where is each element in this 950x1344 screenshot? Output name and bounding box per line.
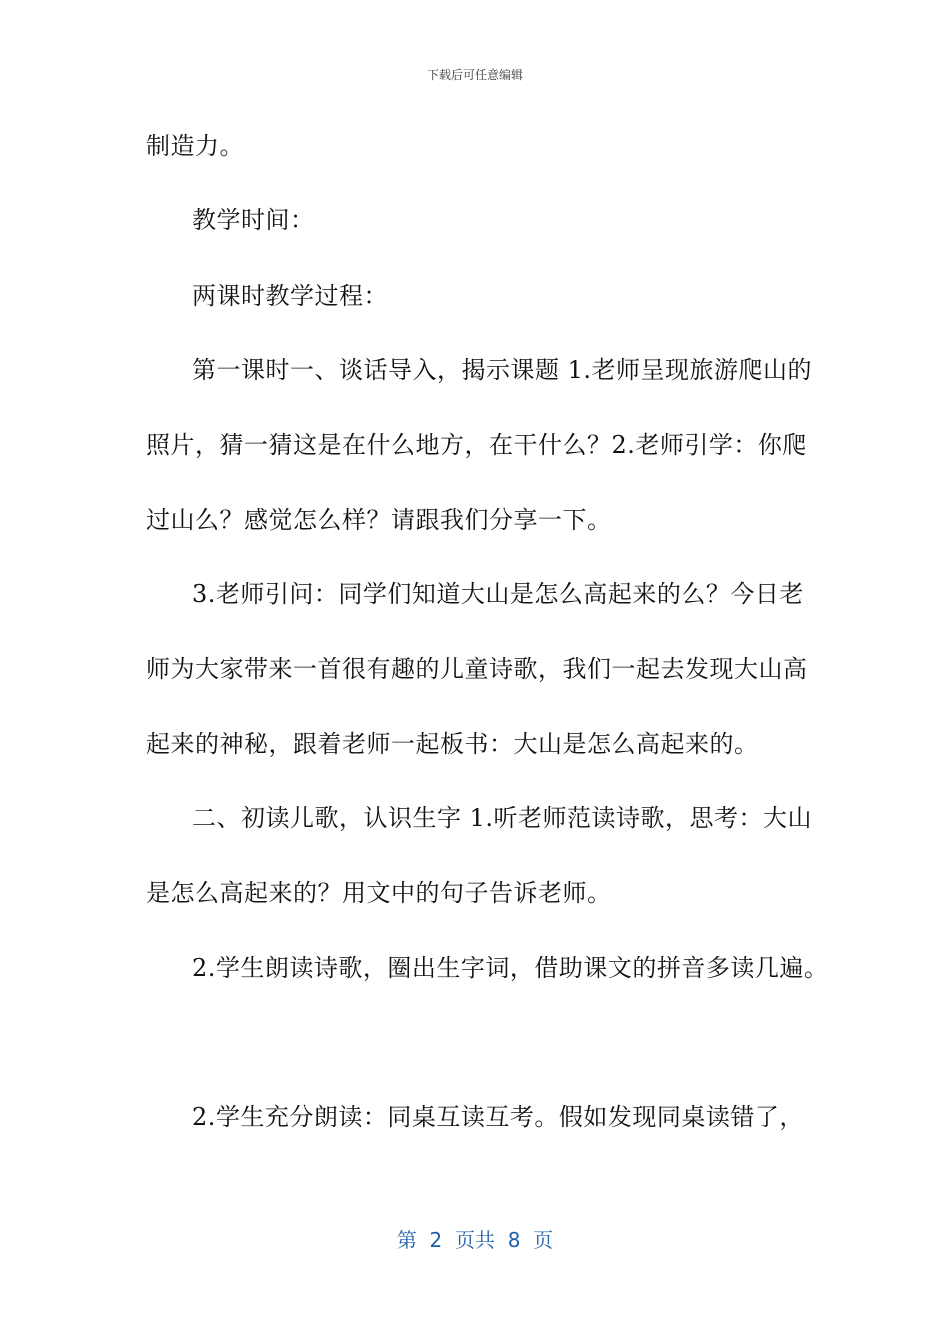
- text-line: 是怎么高起来的？用文中的句子告诉老师。: [146, 879, 612, 907]
- text-line: 二、初读儿歌，认识生字 1.听老师范读诗歌，思考：大山: [192, 804, 813, 832]
- text-line: 第一课时一、谈话导入，揭示课题 1.老师呈现旅游爬山的: [192, 356, 813, 384]
- text-line: 2.学生朗读诗歌，圈出生字词，借助课文的拼音多读几遍。: [192, 954, 829, 982]
- page-number-footer: 第 2 页共 8 页: [396, 1228, 554, 1252]
- text-line: 制造力。: [146, 132, 244, 160]
- text-line: 过山么？感觉怎么样？请跟我们分享一下。: [146, 506, 612, 534]
- text-line: 两课时教学过程：: [192, 282, 388, 310]
- text-line: 2.学生充分朗读：同桌互读互考。假如发现同桌读错了，: [192, 1103, 804, 1131]
- text-line: 师为大家带来一首很有趣的儿童诗歌，我们一起去发现大山高: [146, 655, 808, 683]
- header-note: 下载后可任意编辑: [426, 68, 523, 82]
- text-line: 照片，猜一猜这是在什么地方，在干什么？2.老师引学：你爬: [146, 431, 807, 459]
- text-line: 3.老师引问：同学们知道大山是怎么高起来的么？今日老: [192, 580, 804, 608]
- text-line: 起来的神秘，跟着老师一起板书：大山是怎么高起来的。: [146, 730, 759, 758]
- text-line: 教学时间：: [192, 206, 315, 234]
